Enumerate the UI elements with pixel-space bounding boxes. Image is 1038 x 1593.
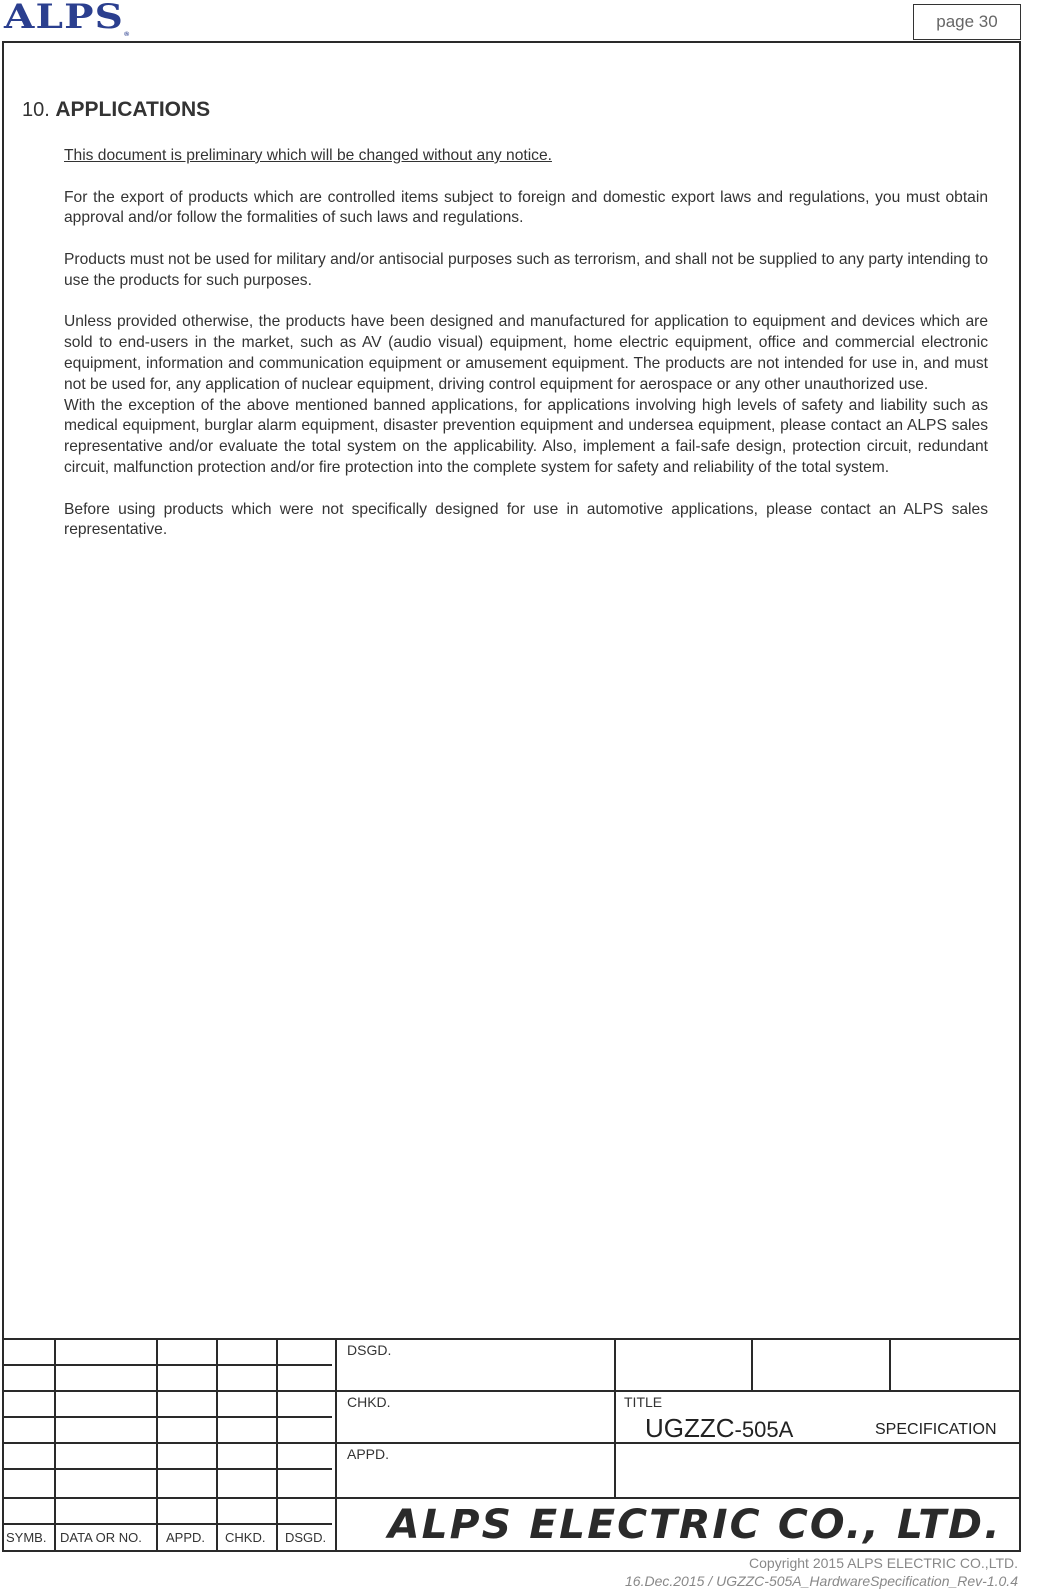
tb-grid-vline xyxy=(276,1339,278,1551)
col-chkd: CHKD. xyxy=(225,1530,266,1545)
tb-grid-vline xyxy=(889,1339,891,1391)
section-number: 10. xyxy=(22,99,50,121)
tb-grid-line xyxy=(2,1390,1021,1392)
tb-grid-vline xyxy=(335,1339,337,1551)
section-heading xyxy=(22,98,210,122)
automotive-paragraph: Before using products which were not specifically designed for use in automotive applications, please contact an ALPS sales representative. xyxy=(64,500,988,539)
product-suffix: -505A xyxy=(734,1417,794,1442)
dsgd-label: DSGD. xyxy=(347,1342,392,1358)
tb-grid-vline xyxy=(751,1339,753,1391)
title-label: TITLE xyxy=(624,1394,663,1410)
chkd-label: CHKD. xyxy=(347,1394,391,1410)
page-number-box xyxy=(913,4,1021,40)
preliminary-notice: This document is preliminary which will be changed without any notice. xyxy=(64,147,552,164)
document-reference: 16.Dec.2015 / UGZZC-505A_HardwareSpecification_Rev-1.0.4 xyxy=(625,1573,1018,1589)
company-name: ALPS ELECTRIC CO., LTD. xyxy=(388,1502,1002,1548)
col-dsgd: DSGD. xyxy=(285,1530,327,1545)
tb-grid-line xyxy=(2,1416,332,1418)
tb-grid-line xyxy=(2,1442,1021,1444)
section-title: APPLICATIONS xyxy=(55,98,211,121)
copyright: Copyright 2015 ALPS ELECTRIC CO.,LTD. xyxy=(749,1555,1018,1571)
product-title xyxy=(645,1413,793,1444)
product-main: UGZZC xyxy=(645,1413,735,1443)
tb-grid-vline xyxy=(216,1339,218,1551)
tb-grid-line xyxy=(2,1497,1021,1499)
tb-grid-line xyxy=(2,1364,332,1366)
tb-grid-vline xyxy=(54,1339,56,1551)
logo-text: ALPS xyxy=(4,0,125,37)
tb-top-line xyxy=(2,1338,1021,1340)
tb-grid-line xyxy=(2,1523,332,1525)
logo-registered-mark: ® xyxy=(124,31,131,38)
col-appd: APPD. xyxy=(166,1530,206,1545)
exception-paragraph: With the exception of the above mentioned banned applications, for applications involving high levels of safety and liability such as medical equipment, burglar alarm equipment, disaster prevention equipment and undersea equipment, please contact an ALPS sales representative and/or evaluate the total system on the applicability. Also, implement a fail-safe design, protection circuit, redundant circuit, malfunction protection and/or fire protection into the complete system for safety and reliability of the total system. xyxy=(64,396,988,476)
page-number: page 30 xyxy=(936,12,998,31)
tb-grid-vline xyxy=(614,1339,616,1498)
col-data-or-no: DATA OR NO. xyxy=(60,1530,142,1545)
col-symb: SYMB. xyxy=(6,1530,47,1545)
export-paragraph: For the export of products which are controlled items subject to foreign and domestic export laws and regulations, you must obtain approval and/or follow the formalities of such laws and regulations. xyxy=(64,188,988,227)
specification-label: SPECIFICATION xyxy=(875,1421,997,1438)
appd-label: APPD. xyxy=(347,1446,390,1462)
tb-grid-line xyxy=(2,1468,332,1470)
military-paragraph: Products must not be used for military and/or antisocial purposes such as terrorism, and shall not be supplied to any party intending to use the products for such purposes. xyxy=(64,250,988,289)
tb-grid-vline xyxy=(156,1339,158,1551)
intended-use-paragraph: Unless provided otherwise, the products have been designed and manufactured for application to equipment and devices which are sold to end-users in the market, such as AV (audio visual) equipment, home electric equipment, office and commercial electronic equipment, information and communication equipment or amusement equipment. The products are not intended for use in, and must not be used for, any application of nuclear equipment, driving control equipment for aerospace or any other unauthorized use. xyxy=(64,313,988,393)
section-body xyxy=(64,146,988,562)
